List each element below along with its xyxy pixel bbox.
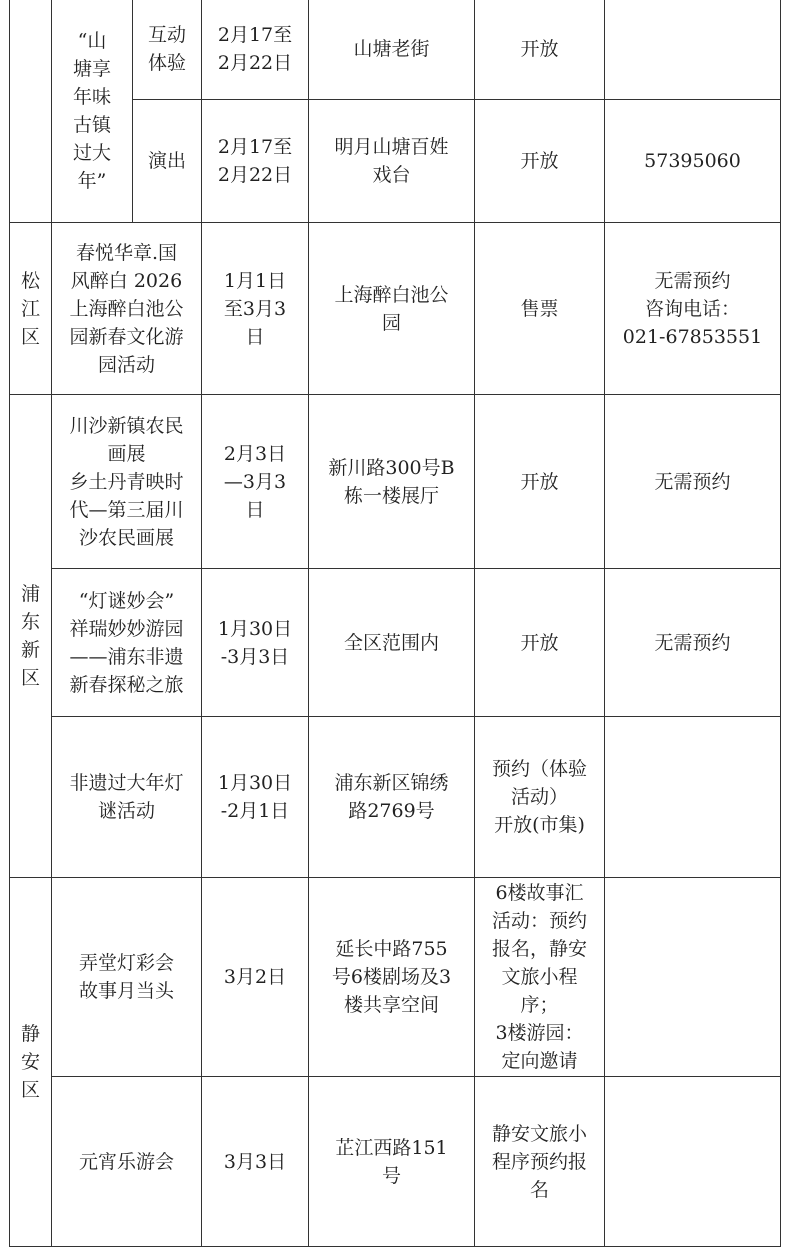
event-name-cell: “山 塘享 年味 古镇 过大 年” (52, 0, 133, 223)
contact-cell: 无需预约 (605, 395, 781, 569)
status-cell: 开放 (475, 100, 605, 223)
contact-cell: 无需预约 咨询电话： 021-67853551 (605, 223, 781, 395)
contact-cell (605, 717, 781, 878)
table-row (10, 878, 781, 1077)
status-cell: 预约（体验 活动） 开放(市集) (475, 717, 605, 878)
category-cell: 演出 (133, 100, 202, 223)
table-row (10, 569, 781, 717)
date-cell: 1月30日 -3月3日 (202, 569, 309, 717)
date-cell: 2月3日 —3月3 日 (202, 395, 309, 569)
table-row (10, 1077, 781, 1247)
event-name-cell: 弄堂灯彩会 故事月当头 (52, 878, 202, 1077)
location-cell: 延长中路755 号6楼剧场及3 楼共享空间 (309, 878, 475, 1077)
status-cell: 售票 (475, 223, 605, 395)
category-cell: 互动 体验 (133, 0, 202, 100)
district-cell: 静 安 区 (10, 878, 52, 1247)
event-name-cell: 春悦华章.国 风醉白 2026 上海醉白池公 园新春文化游 园活动 (52, 223, 202, 395)
location-cell: 明月山塘百姓 戏台 (309, 100, 475, 223)
district-cell (10, 0, 52, 223)
contact-cell: 57395060 (605, 100, 781, 223)
contact-cell (605, 878, 781, 1077)
status-cell: 静安文旅小 程序预约报 名 (475, 1077, 605, 1247)
contact-cell (605, 1077, 781, 1247)
status-cell: 开放 (475, 0, 605, 100)
status-cell: 开放 (475, 569, 605, 717)
status-cell: 6楼故事汇 活动：预约 报名，静安 文旅小程 序； 3楼游园： 定向邀请 (475, 878, 605, 1077)
contact-cell: 无需预约 (605, 569, 781, 717)
event-schedule-table (9, 0, 781, 1247)
date-cell: 1月30日 -2月1日 (202, 717, 309, 878)
date-cell: 3月3日 (202, 1077, 309, 1247)
table-row (10, 717, 781, 878)
date-cell: 3月2日 (202, 878, 309, 1077)
event-name-cell: 元宵乐游会 (52, 1077, 202, 1247)
location-cell: 芷江西路151 号 (309, 1077, 475, 1247)
district-cell: 松 江 区 (10, 223, 52, 395)
date-cell: 2月17至 2月22日 (202, 0, 309, 100)
location-cell: 新川路300号B 栋一楼展厅 (309, 395, 475, 569)
table-row (10, 223, 781, 395)
district-cell: 浦 东 新 区 (10, 395, 52, 878)
event-name-cell: 非遗过大年灯 谜活动 (52, 717, 202, 878)
event-name-cell: 川沙新镇农民 画展 乡土丹青映时 代—第三届川 沙农民画展 (52, 395, 202, 569)
date-cell: 2月17至 2月22日 (202, 100, 309, 223)
location-cell: 上海醉白池公 园 (309, 223, 475, 395)
event-name-cell: “灯谜妙会” 祥瑞妙妙游园 ——浦东非遗 新春探秘之旅 (52, 569, 202, 717)
location-cell: 全区范围内 (309, 569, 475, 717)
table-row (10, 395, 781, 569)
table-row (10, 0, 781, 100)
contact-cell (605, 0, 781, 100)
location-cell: 山塘老街 (309, 0, 475, 100)
status-cell: 开放 (475, 395, 605, 569)
date-cell: 1月1日 至3月3 日 (202, 223, 309, 395)
location-cell: 浦东新区锦绣 路2769号 (309, 717, 475, 878)
